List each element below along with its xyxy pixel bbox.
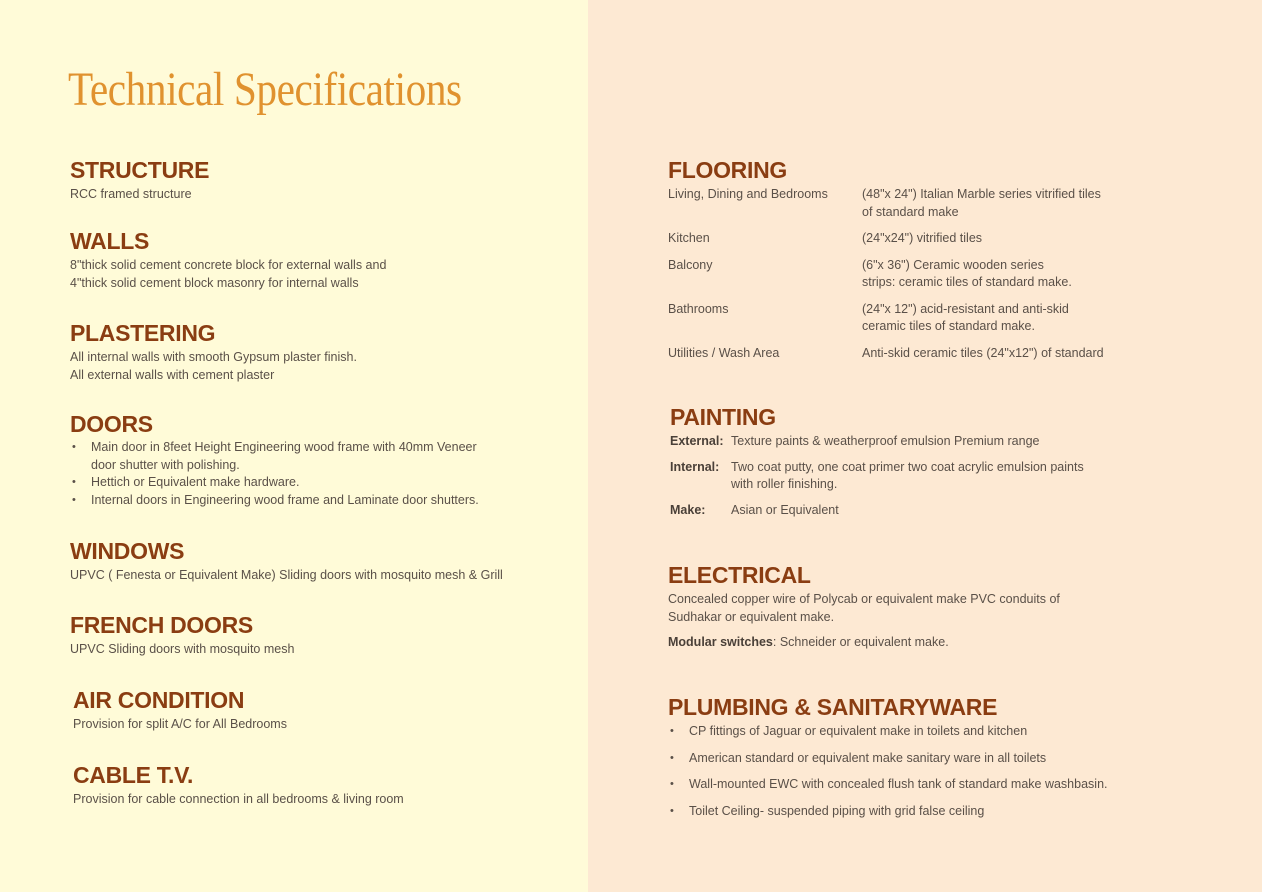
section-air-condition — [73, 687, 287, 734]
section-heading: DOORS — [70, 411, 153, 437]
section-text: UPVC Sliding doors with mosquito mesh — [70, 642, 295, 656]
section-heading: WALLS — [70, 228, 149, 254]
section-windows — [70, 538, 503, 585]
section-heading: FLOORING — [668, 157, 787, 183]
section-heading: FRENCH DOORS — [70, 612, 253, 638]
list-item: • Wall-mounted EWC with concealed flush tank of standard make washbasin. — [668, 771, 1108, 798]
flooring-table — [668, 186, 1104, 362]
painting-value: Texture paints & weatherproof emulsion Premium range — [731, 434, 1040, 448]
list-item: • Hettich or Equivalent make hardware. — [70, 474, 479, 492]
painting-label: Internal: — [670, 459, 720, 474]
flooring-spec: Anti-skid ceramic tiles (24"x12") of standard — [862, 345, 1104, 360]
flooring-area: Balcony — [668, 257, 713, 272]
flooring-spec: (24"x24") vitrified tiles — [862, 231, 983, 245]
section-text-line: 4"thick solid cement block masonry for internal walls — [70, 275, 359, 290]
flooring-row — [668, 230, 1104, 248]
painting-label: External: — [670, 434, 724, 448]
section-heading: STRUCTURE — [70, 157, 210, 183]
list-item: • Internal doors in Engineering wood frame and Laminate door shutters. — [70, 492, 479, 510]
painting-label: Make: — [670, 502, 706, 517]
section-heading: ELECTRICAL — [668, 562, 811, 588]
section-heading: PLASTERING — [70, 320, 216, 346]
section-painting — [670, 404, 1084, 527]
page-title: Technical Specifications — [68, 63, 462, 116]
flooring-spec: (6"x 36") Ceramic wooden series strips: ceramic tiles of standard make. — [862, 257, 1072, 289]
section-plumbing — [668, 694, 1108, 824]
section-heading: WINDOWS — [70, 538, 185, 564]
flooring-row — [668, 345, 1104, 363]
modular-switches-label: Modular switches — [668, 635, 773, 649]
section-plastering — [70, 320, 357, 384]
section-text-line: All internal walls with smooth Gypsum plaster finish. — [70, 350, 357, 364]
section-text: RCC framed structure — [70, 187, 192, 201]
flooring-spec: (48"x 24") Italian Marble series vitrified tiles of standard make — [862, 187, 1101, 219]
flooring-row — [668, 301, 1104, 336]
flooring-area: Utilities / Wash Area — [668, 345, 780, 360]
section-cable-tv — [73, 762, 404, 809]
flooring-row — [668, 186, 1104, 221]
section-doors — [70, 411, 479, 509]
list-item: • American standard or equivalent make sanitary ware in all toilets — [668, 745, 1108, 772]
section-text-line: All external walls with cement plaster — [70, 367, 275, 382]
list-item: • Toilet Ceiling- suspended piping with grid false ceiling — [668, 798, 1108, 825]
flooring-area: Bathrooms — [668, 301, 729, 316]
section-french-doors — [70, 612, 294, 659]
painting-row — [670, 502, 1084, 520]
modular-switches-line: Modular switches: Schneider or equivalent make. — [668, 635, 949, 649]
doors-list — [70, 439, 479, 509]
section-walls — [70, 228, 386, 292]
section-text: Provision for split A/C for All Bedrooms — [73, 717, 287, 731]
section-text-line: Sudhakar or equivalent make. — [668, 609, 835, 624]
list-item: • Main door in 8feet Height Engineering wood frame with 40mm Veneer door shutter with polishing. — [70, 439, 479, 474]
section-text: UPVC ( Fenesta or Equivalent Make) Sliding doors with mosquito mesh & Grill — [70, 568, 503, 582]
section-text-line: 8"thick solid cement concrete block for external walls and — [70, 258, 387, 272]
flooring-spec: (24"x 12") acid-resistant and anti-skid ceramic tiles of standard make. — [862, 301, 1069, 333]
painting-row — [670, 459, 1084, 494]
section-heading: PLUMBING & SANITARYWARE — [668, 694, 998, 720]
section-electrical — [668, 562, 1060, 652]
flooring-area: Kitchen — [668, 231, 710, 245]
section-heading: CABLE T.V. — [73, 762, 194, 788]
painting-value: Two coat putty, one coat primer two coat acrylic emulsion paints with roller finishing. — [731, 459, 1084, 491]
section-heading: AIR CONDITION — [73, 687, 245, 713]
flooring-area: Living, Dining and Bedrooms — [668, 187, 828, 201]
section-text-line: Concealed copper wire of Polycab or equivalent make PVC conduits of — [668, 592, 1060, 606]
section-structure — [70, 157, 209, 204]
list-item: • CP fittings of Jaguar or equivalent make in toilets and kitchen — [668, 718, 1108, 745]
section-text: Provision for cable connection in all bedrooms & living room — [73, 792, 404, 806]
flooring-row — [668, 257, 1104, 292]
plumbing-list — [668, 718, 1108, 824]
painting-table — [670, 433, 1084, 519]
painting-value: Asian or Equivalent — [731, 502, 839, 517]
section-heading: PAINTING — [670, 404, 776, 430]
painting-row — [670, 433, 1084, 451]
section-flooring — [668, 157, 1104, 371]
